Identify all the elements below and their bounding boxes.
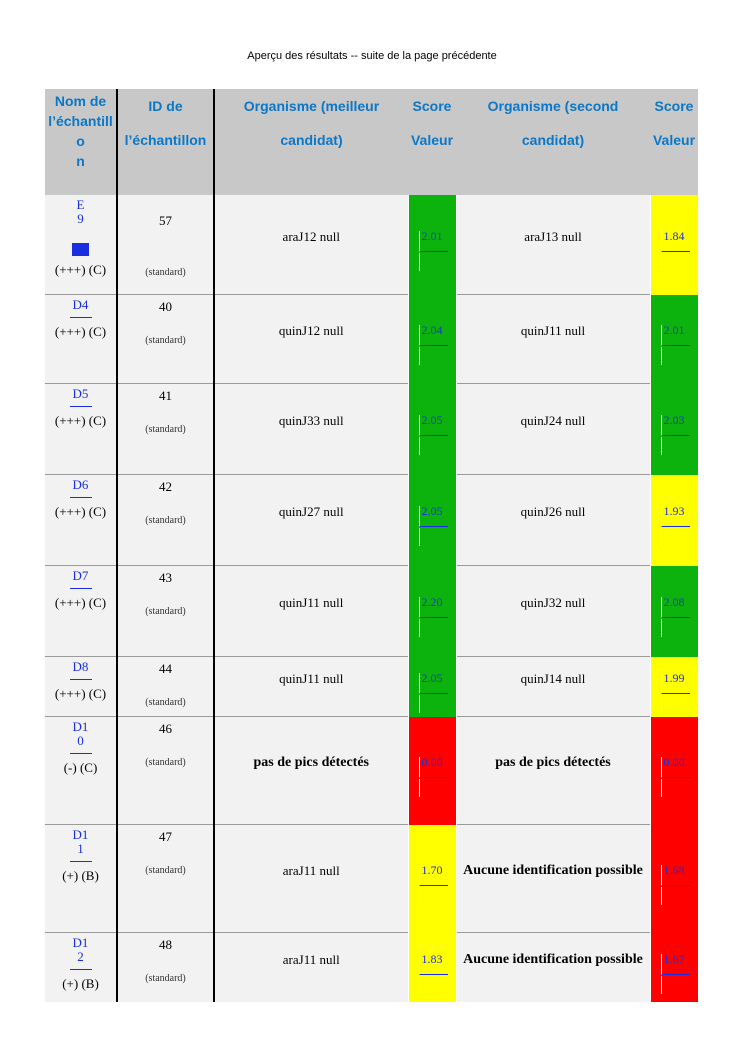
classification: (+) (B) [62, 976, 99, 991]
organism-second: quinJ14 null [520, 671, 586, 686]
sample-name-cell [45, 933, 117, 1003]
score-best: 2.04 [421, 322, 443, 337]
score-best: 2.05 [421, 670, 443, 685]
organism-best-cell [214, 566, 408, 657]
score-marker [419, 954, 448, 975]
organism-best: pas de pics détectés [253, 755, 369, 770]
header-line: Valeur [652, 132, 696, 148]
score-marker [661, 954, 690, 975]
sample-id: 47 [159, 829, 172, 844]
sample-id: 46 [159, 721, 172, 736]
organism-second-cell [456, 195, 650, 295]
classification: (+++) (C) [54, 504, 107, 519]
score-best: 0.00 [421, 754, 443, 769]
sample-id: 44 [159, 661, 172, 676]
organism-best: araJ12 null [282, 229, 340, 244]
organism-second: quinJ24 null [520, 413, 586, 428]
score-best: 1.70 [421, 862, 443, 877]
sample-id-cell [117, 933, 214, 1003]
organism-best: quinJ11 null [279, 671, 344, 686]
sample-name-cell [45, 475, 117, 566]
score-best-cell [408, 384, 456, 475]
score-best: 1.83 [421, 951, 443, 966]
organism-second: quinJ26 null [520, 504, 586, 519]
table-row [45, 933, 698, 1003]
score-best: 2.20 [421, 594, 443, 609]
score-second-cell [650, 933, 698, 1003]
sample-id: 42 [159, 479, 172, 494]
sample-name-cell [45, 717, 117, 825]
sample-name-cell [45, 295, 117, 384]
table-row [45, 566, 698, 657]
organism-second-cell [456, 657, 650, 717]
organism-best: quinJ33 null [278, 413, 344, 428]
sample-id-cell [117, 475, 214, 566]
score-marker [661, 887, 662, 905]
sample-name-cell [45, 657, 117, 717]
table-row [45, 475, 698, 566]
sample-id-note: (standard) [145, 267, 186, 278]
organism-second-cell [456, 825, 650, 933]
score-marker [661, 779, 662, 797]
score-marker [419, 695, 420, 713]
organism-best-cell [214, 717, 408, 825]
sample-id-cell [117, 825, 214, 933]
sample-name-part: 0 [77, 733, 84, 748]
organism-second: quinJ11 null [520, 323, 586, 338]
score-marker [661, 506, 690, 527]
organism-best-cell [214, 195, 408, 295]
sample-name-cell [45, 825, 117, 933]
sample-name-part: D8 [72, 659, 89, 674]
header-line: Nom de [54, 93, 107, 109]
sample-id: 48 [159, 937, 172, 952]
underline-mark [70, 861, 92, 862]
score-marker [419, 528, 420, 546]
sample-id-note: (standard) [145, 515, 186, 526]
organism-best: araJ11 null [282, 863, 340, 878]
score-best-cell [408, 933, 456, 1003]
results-table-body [45, 195, 698, 1002]
sample-name-part: 2 [77, 949, 84, 964]
sample-id: 43 [159, 570, 172, 585]
selection-square-icon [72, 243, 89, 256]
header-line: n [76, 153, 85, 169]
classification: (+++) (C) [54, 324, 107, 339]
score-marker [661, 325, 690, 346]
score-marker [661, 619, 662, 637]
sample-id-note: (standard) [145, 424, 186, 435]
classification: (+++) (C) [54, 595, 107, 610]
column-header-score-1 [408, 89, 456, 195]
sample-id-cell [117, 657, 214, 717]
score-marker [661, 695, 662, 713]
score-marker [661, 253, 662, 271]
sample-id: 41 [159, 388, 172, 403]
column-header-organism-second [456, 89, 650, 195]
page-header: Aperçu des résultats -- suite de la page précédente [247, 50, 497, 62]
organism-best: quinJ12 null [278, 323, 344, 338]
score-marker [661, 231, 690, 252]
score-second: 1.93 [663, 503, 685, 518]
score-second-cell [650, 475, 698, 566]
sample-id-note: (standard) [145, 757, 186, 768]
column-header-name [45, 89, 117, 195]
score-best: 2.05 [421, 412, 443, 427]
header-line: Score [412, 98, 452, 114]
score-second-cell [650, 566, 698, 657]
score-second: 2.08 [663, 594, 685, 609]
score-best: 2.05 [421, 503, 443, 518]
underline-mark [70, 497, 92, 498]
header-line: ID de [148, 98, 183, 114]
score-marker [419, 865, 448, 886]
header-line: Organisme (second [487, 98, 619, 114]
column-header-score-2 [650, 89, 698, 195]
score-marker [419, 437, 420, 455]
score-second-cell [650, 657, 698, 717]
sample-name-part: D4 [72, 297, 89, 312]
organism-second-cell [456, 933, 650, 1003]
score-best-cell [408, 717, 456, 825]
score-marker [661, 597, 690, 618]
organism-second-cell [456, 566, 650, 657]
organism-best-cell [214, 295, 408, 384]
score-second-cell [650, 195, 698, 295]
score-marker [419, 325, 448, 346]
sample-name-cell [45, 384, 117, 475]
score-second: 1.67 [663, 951, 685, 966]
score-second: 1.99 [663, 670, 685, 685]
sample-name-cell [45, 195, 117, 295]
score-second-cell [650, 825, 698, 933]
organism-best-cell [214, 657, 408, 717]
sample-id-note: (standard) [145, 606, 186, 617]
underline-mark [70, 317, 92, 318]
organism-best-cell [214, 475, 408, 566]
score-best: 2.01 [421, 229, 443, 243]
score-marker [419, 757, 448, 778]
score-second: 1.68 [663, 862, 685, 877]
score-best-cell [408, 657, 456, 717]
sample-id-cell [117, 566, 214, 657]
sample-id-note: (standard) [145, 973, 186, 984]
score-marker [419, 347, 420, 365]
score-marker [661, 528, 662, 546]
underline-mark [70, 679, 92, 680]
score-second: 2.03 [663, 412, 685, 427]
score-marker [419, 253, 420, 271]
header-line: candidat) [280, 132, 343, 148]
organism-second: Aucune identification possible [463, 863, 643, 878]
header-line: o [76, 133, 85, 149]
organism-second-cell [456, 717, 650, 825]
sample-name-part: D7 [72, 568, 89, 583]
header-line: Valeur [410, 132, 454, 148]
sample-name-part: D1 [72, 935, 89, 950]
score-second: 1.84 [663, 229, 685, 243]
sample-name-part: D1 [72, 827, 89, 842]
classification: (-) (C) [63, 760, 98, 775]
sample-id-cell [117, 195, 214, 295]
score-second: 0.00 [663, 754, 685, 769]
sample-name-part: E [76, 197, 85, 212]
score-marker [419, 597, 448, 618]
score-marker [661, 347, 662, 365]
organism-second-cell [456, 384, 650, 475]
score-best-cell [408, 195, 456, 295]
organism-best-cell [214, 825, 408, 933]
header-line: Organisme (meilleur [243, 98, 380, 114]
sample-name-part: D5 [72, 386, 89, 401]
organism-second: quinJ32 null [520, 595, 586, 610]
sample-id-note: (standard) [145, 335, 186, 346]
organism-best: quinJ27 null [278, 504, 344, 519]
score-second: 2.01 [663, 322, 685, 337]
column-header-organism-best [214, 89, 408, 195]
score-second-cell [650, 295, 698, 384]
header-line: Score [654, 98, 694, 114]
sample-name-part: 1 [77, 841, 84, 856]
score-second-cell [650, 384, 698, 475]
score-best-cell [408, 475, 456, 566]
sample-id-cell [117, 717, 214, 825]
table-row [45, 717, 698, 825]
score-marker [419, 673, 448, 694]
table-row [45, 825, 698, 933]
organism-best-cell [214, 933, 408, 1003]
score-marker [419, 976, 420, 994]
header-line: candidat) [521, 132, 585, 148]
header-line: l’échantillon [124, 132, 207, 148]
score-marker [661, 757, 690, 778]
sample-id: 40 [159, 299, 172, 314]
sample-name-part: D1 [72, 719, 89, 734]
score-marker [419, 619, 420, 637]
score-best-cell [408, 295, 456, 384]
column-header-id [117, 89, 214, 195]
organism-second: Aucune identification possible [463, 952, 643, 967]
score-marker [661, 673, 690, 694]
score-marker [419, 887, 420, 905]
score-marker [661, 976, 662, 994]
sample-name-cell [45, 566, 117, 657]
organism-best-cell [214, 384, 408, 475]
sample-id-cell [117, 384, 214, 475]
score-marker [419, 779, 420, 797]
sample-name-part: D6 [72, 477, 89, 492]
table-row [45, 195, 698, 295]
underline-mark [70, 753, 92, 754]
score-marker [419, 506, 448, 527]
score-marker [661, 865, 690, 886]
score-second-cell [650, 717, 698, 825]
score-marker [419, 231, 448, 252]
organism-second-cell [456, 295, 650, 384]
classification: (+++) (C) [54, 413, 107, 428]
sample-id-cell [117, 295, 214, 384]
organism-second: araJ13 null [524, 229, 582, 244]
organism-best: quinJ11 null [279, 595, 344, 610]
organism-second-cell [456, 475, 650, 566]
organism-best: araJ11 null [282, 952, 340, 967]
sample-id: 57 [159, 213, 172, 228]
classification: (+++) (C) [54, 262, 107, 277]
results-table [45, 89, 699, 1002]
classification: (+) (B) [62, 868, 99, 883]
score-marker [661, 437, 662, 455]
header-line: l’échantill [48, 113, 113, 129]
classification: (+++) (C) [54, 686, 107, 701]
table-row [45, 384, 698, 475]
table-row [45, 657, 698, 717]
score-marker [661, 415, 690, 436]
organism-second: pas de pics détectés [495, 755, 611, 770]
underline-mark [70, 406, 92, 407]
sample-id-note: (standard) [145, 865, 186, 876]
underline-mark [70, 588, 92, 589]
score-marker [419, 415, 448, 436]
sample-name-part: 9 [77, 211, 84, 226]
table-header-row [45, 89, 698, 195]
score-best-cell [408, 566, 456, 657]
underline-mark [70, 969, 92, 970]
score-best-cell [408, 825, 456, 933]
table-row [45, 295, 698, 384]
sample-id-note: (standard) [145, 697, 186, 708]
